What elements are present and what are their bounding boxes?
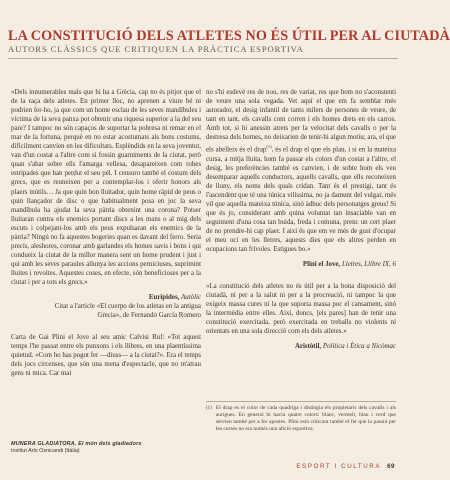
page-subtitle: AUTORS CLÀSSICS QUE CRITIQUEN LA PRÀCTICA ESPORTIVA [8, 44, 304, 54]
aristotle-quote: «La constitució dels atletes no és útil per a la bona disposició del ciutadà, ni per a la salut ni per a la procreació, ni tampoc la que exigeix massa cures ni la que suporta massa poc el cansament, sinó la intermèdia entre elles. Així, doncs, [els pares] han de tenir una constitució exercitada, però exercitada en treballs no violents ni orientats en una sola direcció com els dels atletes.» [206, 283, 396, 336]
footnote-text: El drap és el color de cada quadriga i distingia els propietaris dels cavalls i als aurigues. En general hi havia quatre colors: blanc, vermell, blau i verd que servien també per a fer apostes. Plini està criticant també el fet que la passió per les curses no era només una afició esportiva. [215, 405, 396, 433]
attribution-author: Plini el Jove, [302, 261, 341, 269]
photo-caption-title: MUNERA GLADIATORA. El món dels gladiadors [11, 441, 142, 447]
pliny-attribution [206, 260, 396, 269]
attribution-author: Eurípides, [148, 294, 180, 302]
citation-line: Citat a l'article «El cuerpo de los atletas en la antigua [54, 303, 201, 311]
attribution-author: Aristòtil, [294, 343, 322, 351]
page-title: LA CONSTITUCIÓ DELS ATLETES NO ÉS ÚTIL PER AL CIUTADÀ [8, 28, 450, 44]
citation-line: Grecia», de Fernando García Romero [97, 312, 201, 320]
page-footer [296, 463, 395, 470]
attribution-work: Política i Ètica a Nicòmac [322, 343, 396, 351]
footnote-divider [206, 401, 396, 402]
attribution-work: Lletres, Llibre IX, 6 [341, 261, 396, 269]
pliny-text-b: , és el drap el que els plau, i si en la mateixa cursa, a mitja lluita, hom fa passar els colors d'un costat a l'altre, el desig, les preferències també es canvien, i de sobte hom els veu desemparar aquells conductors, aquells cavalls, que ells reconeixen de lluny, els noms dels quals cridan. Tant és el prestigi, tant és l'ascendent que té una túnica vilíssima, no ja damunt del vulgar, més vil que aquella mateixa túnica, sinó àdhuc dels personatges greus! Si que és jo, considerant amb quina voluntat tan insaciable van en seguiment d'una cosa tan buida, freda i comuna, prenc un cert plaer de no prendre-hi cap plaer. I així és que em ve més de gust d'ocupar el meu oci en les lletres, aquests dies que els altres perden en ocupacions tan frívoles. Estigues bo.» [206, 146, 396, 254]
section-name: ESPORT I CULTURA [296, 463, 382, 470]
footnote-mark: (1) [206, 406, 212, 411]
left-column [11, 88, 201, 378]
euripides-attribution [11, 293, 201, 302]
right-column [206, 88, 396, 352]
aristotle-attribution [206, 342, 396, 351]
footnote-reference[interactable]: (1) [266, 144, 272, 150]
pliny-letter-continuation [206, 88, 396, 254]
euripides-quote: «Dels innumerables mals que hi ha a Grècia, cap no és pitjor que el de la raça dels atletes. En primer lloc, no aprenen a viure bé ni podrien fer-ho, ja que com un home esclau de les seves mandíbules i víctima de la seva panxa pot obtenir una riquesa superior a la del seu pare? I tampoc no són capaços de suportar la pobresa ni remar en el mar de la fortuna, perquè en no estar acostumats als bons costums, difícilment canvien en les dificultats. Esplèndids en la seva joventut, van d'un costat a l'altre com si fossin guarniments de la ciutat, però quan s'abat sobre ells l'amarga vellesa, desapareixen com robes estripades que han perdut el seu pèl. I censuro també el costum dels grecs, que es reuneixen per a contemplar-los i oferir honors als plaers inútils… Ja que quin bon lluitador, quin home ràpid de peus o quin llançador de disc o que habitualment posa en joc la seva mandíbula ha ajudat la seva pàtria obtenint una corona? Potser lluitaran contra els enemics portant discs a les mans o al mig dels escuts i colpejant-los amb els peus expulsaran els enemics de la pàtria? Ningú no fa aquestes bogeries quan es davant del ferro. Seria precís, aleshores, coronar amb garlandes els homes savis i bons i qui condueix la ciutat de la millor manera sent un home prudent i just i qui amb les seves paraules allunya les accions perniciuses, suprimint lluites i revoltes. Aquestes coses, en efecte, són beneficioses per a la ciutat i per a tots els grecs.» [11, 89, 201, 286]
pliny-letter-start: Carta de Gai Plini el Jove al seu amic Calvisi Ruf: «Tot aquest temps l'he passat entre els punxons i els llibres, en una plaentíssima quietud. «Com ho has pogut fer —diuss— a la ciutat?». Era el temps dels jocs circenses, que són una mena d'espectacle, que no m'atrau gens ni mica. Car mai [11, 334, 201, 378]
pliny-text-a: no s'hi esdevé res de nou, res de variat, res que hom no s'aconstenti de veure una sola vegada. Vet aquí el que em fa semblar més astorador, el desig infantil de tants milers de persones de veure, de tant en tant, els cavalls com corren i els homes drets en els carros. Amb tot, si hi anessin atrets per la velocitat dels cavalls o per la destresa dels homes, no deixarien de tenir-hi algun motiu; ara, el que els abelleix és el drap [206, 89, 396, 154]
attribution-work: Autòlic [181, 294, 201, 302]
page-number: 69 [387, 463, 395, 470]
photo-caption-credit: Institut Arts Osnicandi (Itàlia) [11, 448, 80, 454]
title-divider [8, 58, 398, 59]
photo-caption [11, 441, 201, 455]
footnote [206, 405, 396, 433]
